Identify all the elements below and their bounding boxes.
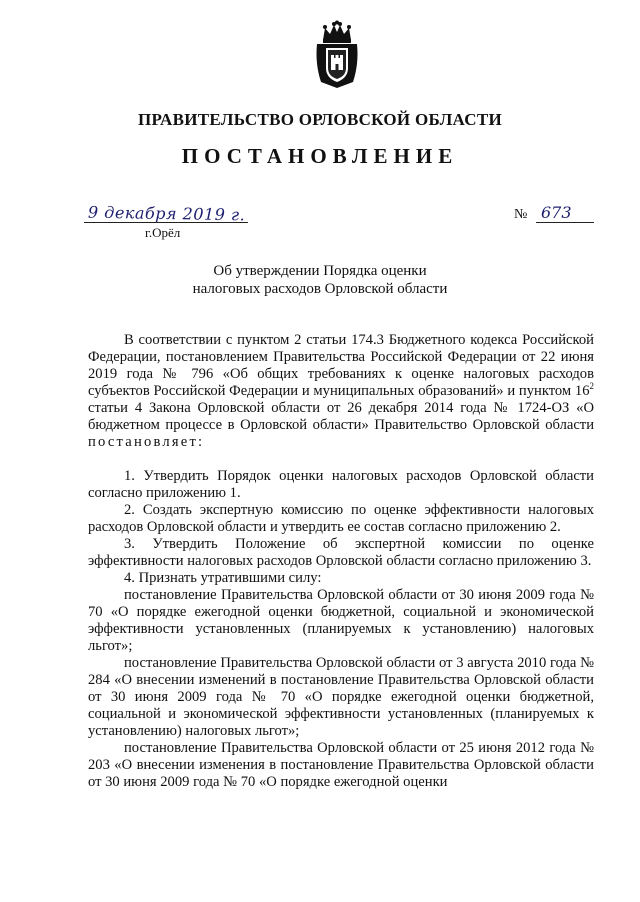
handwritten-date: 9 декабря 2019 г. bbox=[87, 202, 246, 225]
preamble-superscript: 2 bbox=[589, 381, 594, 392]
number-underline bbox=[536, 222, 594, 223]
number-label: № bbox=[514, 207, 528, 222]
document-subject bbox=[0, 262, 640, 298]
city-label: г.Орёл bbox=[145, 225, 181, 240]
preamble-text-2: статьи 4 Закона Орловской области от 26 декабря 2014 года № 1724-ОЗ «О бюджетном процессе в Орловской области» Правительство Орловской области bbox=[88, 400, 594, 433]
repealed-act-3: постановление Правительства Орловской области от 25 июня 2012 года № 203 «О внесении изменения в постановление Правительства Орловской области от 30 июня 2009 года № 70 «О порядке ежегодной оценки bbox=[88, 740, 594, 790]
coat-of-arms-icon bbox=[315, 20, 359, 90]
item-3: 3. Утвердить Положение об экспертной комиссии по оценке эффективности налоговых расходов Орловской области согласно приложению 3. bbox=[88, 536, 594, 569]
government-title: ПРАВИТЕЛЬСТВО ОРЛОВСКОЙ ОБЛАСТИ bbox=[137, 110, 503, 129]
date-underline bbox=[84, 222, 248, 223]
item-1: 1. Утвердить Порядок оценки налоговых расходов Орловской области согласно приложению 1. bbox=[88, 468, 594, 501]
decree-word: постановляет: bbox=[88, 434, 205, 450]
subject-line-2: налоговых расходов Орловской области bbox=[192, 281, 448, 297]
repealed-act-2: постановление Правительства Орловской области от 3 августа 2010 года № 284 «О внесении изменений в постановление Правительства Орловской области от 30 июня 2009 года № 70 «О порядке ежегодной оценки бюджетной, социальной и экономической эффективности установленных (планируемых к установлению) налоговых льгот»; bbox=[88, 655, 594, 739]
repealed-act-1: постановление Правительства Орловской области от 30 июня 2009 года № 70 «О порядке ежегодной оценки бюджетной, социальной и экономической эффективности установленных (планируемых к установлению) налоговых льгот»; bbox=[88, 587, 594, 654]
preamble-text-1: В соответствии с пунктом 2 статьи 174.3 Бюджетного кодекса Российской Федерации, постановлением Правительства Российской Федерации от 22 июня 2019 года № 796 «Об общих требованиях к оценке налоговых расходов субъектов Российской Федерации и муниципальных образований» и пунктом 16 bbox=[88, 332, 594, 399]
item-4: 4. Признать утратившими силу: bbox=[124, 570, 322, 586]
preamble-paragraph bbox=[88, 332, 594, 451]
subject-line-1: Об утверждении Порядка оценки bbox=[213, 263, 427, 279]
item-2: 2. Создать экспертную комиссию по оценке эффективности налоговых расходов Орловской области и утвердить ее состав согласно приложению 2. bbox=[88, 502, 594, 535]
document-body bbox=[88, 332, 594, 791]
document-type: ПОСТАНОВЛЕНИЕ bbox=[181, 144, 459, 168]
handwritten-number: 673 bbox=[541, 203, 572, 222]
